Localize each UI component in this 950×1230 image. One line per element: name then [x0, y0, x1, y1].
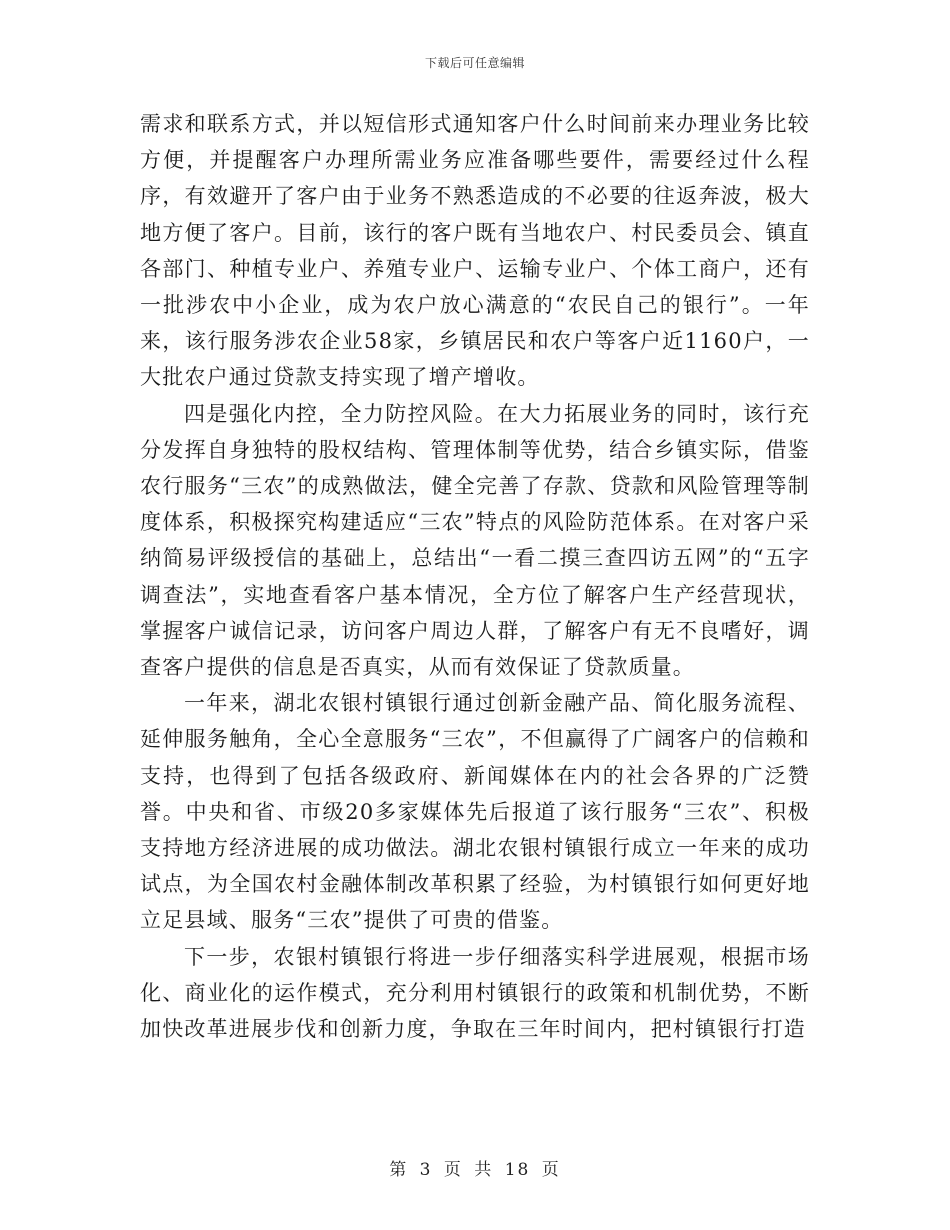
- document-body: [140, 106, 810, 1047]
- paragraph-one-year-summary: 一年来，湖北农银村镇银行通过创新金融产品、简化服务流程、延伸服务触角，全心全意服务“三农”，不但赢得了广阔客户的信赖和支持，也得到了包括各级政府、新闻媒体在内的社会各界的广泛赞誉。中央和省、市级20多家媒体先后报道了该行服务“三农”、积极支持地方经济进展的成功做法。湖北农银村镇银行成立一年来的成功试点，为全国农村金融体制改革积累了经验，为村镇银行如何更好地立足县域、服务“三农”提供了可贵的借鉴。: [140, 691, 810, 933]
- paragraph-continuation: 需求和联系方式，并以短信形式通知客户什么时间前来办理业务比较方便，并提醒客户办理所需业务应准备哪些要件，需要经过什么程序，有效避开了客户由于业务不熟悉造成的不必要的往返奔波，极大地方便了客户。目前，该行的客户既有当地农户、村民委员会、镇直各部门、种植专业户、养殖专业户、运输专业户、个体工商户，还有一批涉农中小企业，成为农户放心满意的“农民自己的银行”。一年来，该行服务涉农企业58家，乡镇居民和农户等客户近1160户，一大批农户通过贷款支持实现了增产增收。: [140, 112, 810, 390]
- paragraph-risk-control: 四是强化内控，全力防控风险。在大力拓展业务的同时，该行充分发挥自身独特的股权结构、管理体制等优势，结合乡镇实际，借鉴农行服务“三农”的成熟做法，健全完善了存款、贷款和风险管理等制度体系，积极探究构建适应“三农”特点的风险防范体系。在对客户采纳简易评级授信的基础上，总结出“一看二摸三查四访五网”的“五字调查法”，实地查看客户基本情况，全方位了解客户生产经营现状，掌握客户诚信记录，访问客户周边人群，了解客户有无不良嗜好，调查客户提供的信息是否真实，从而有效保证了贷款质量。: [140, 401, 810, 680]
- page-number: 第 3 页 共 18 页: [389, 1160, 561, 1180]
- page-header-note: 下载后可任意编辑: [424, 56, 525, 70]
- paragraph-next-step: 下一步，农银村镇银行将进一步仔细落实科学进展观，根据市场化、商业化的运作模式，充分利用村镇银行的政策和机制优势，不断加快改革进展步伐和创新力度，争取在三年时间内，把村镇银行打造: [140, 944, 810, 1042]
